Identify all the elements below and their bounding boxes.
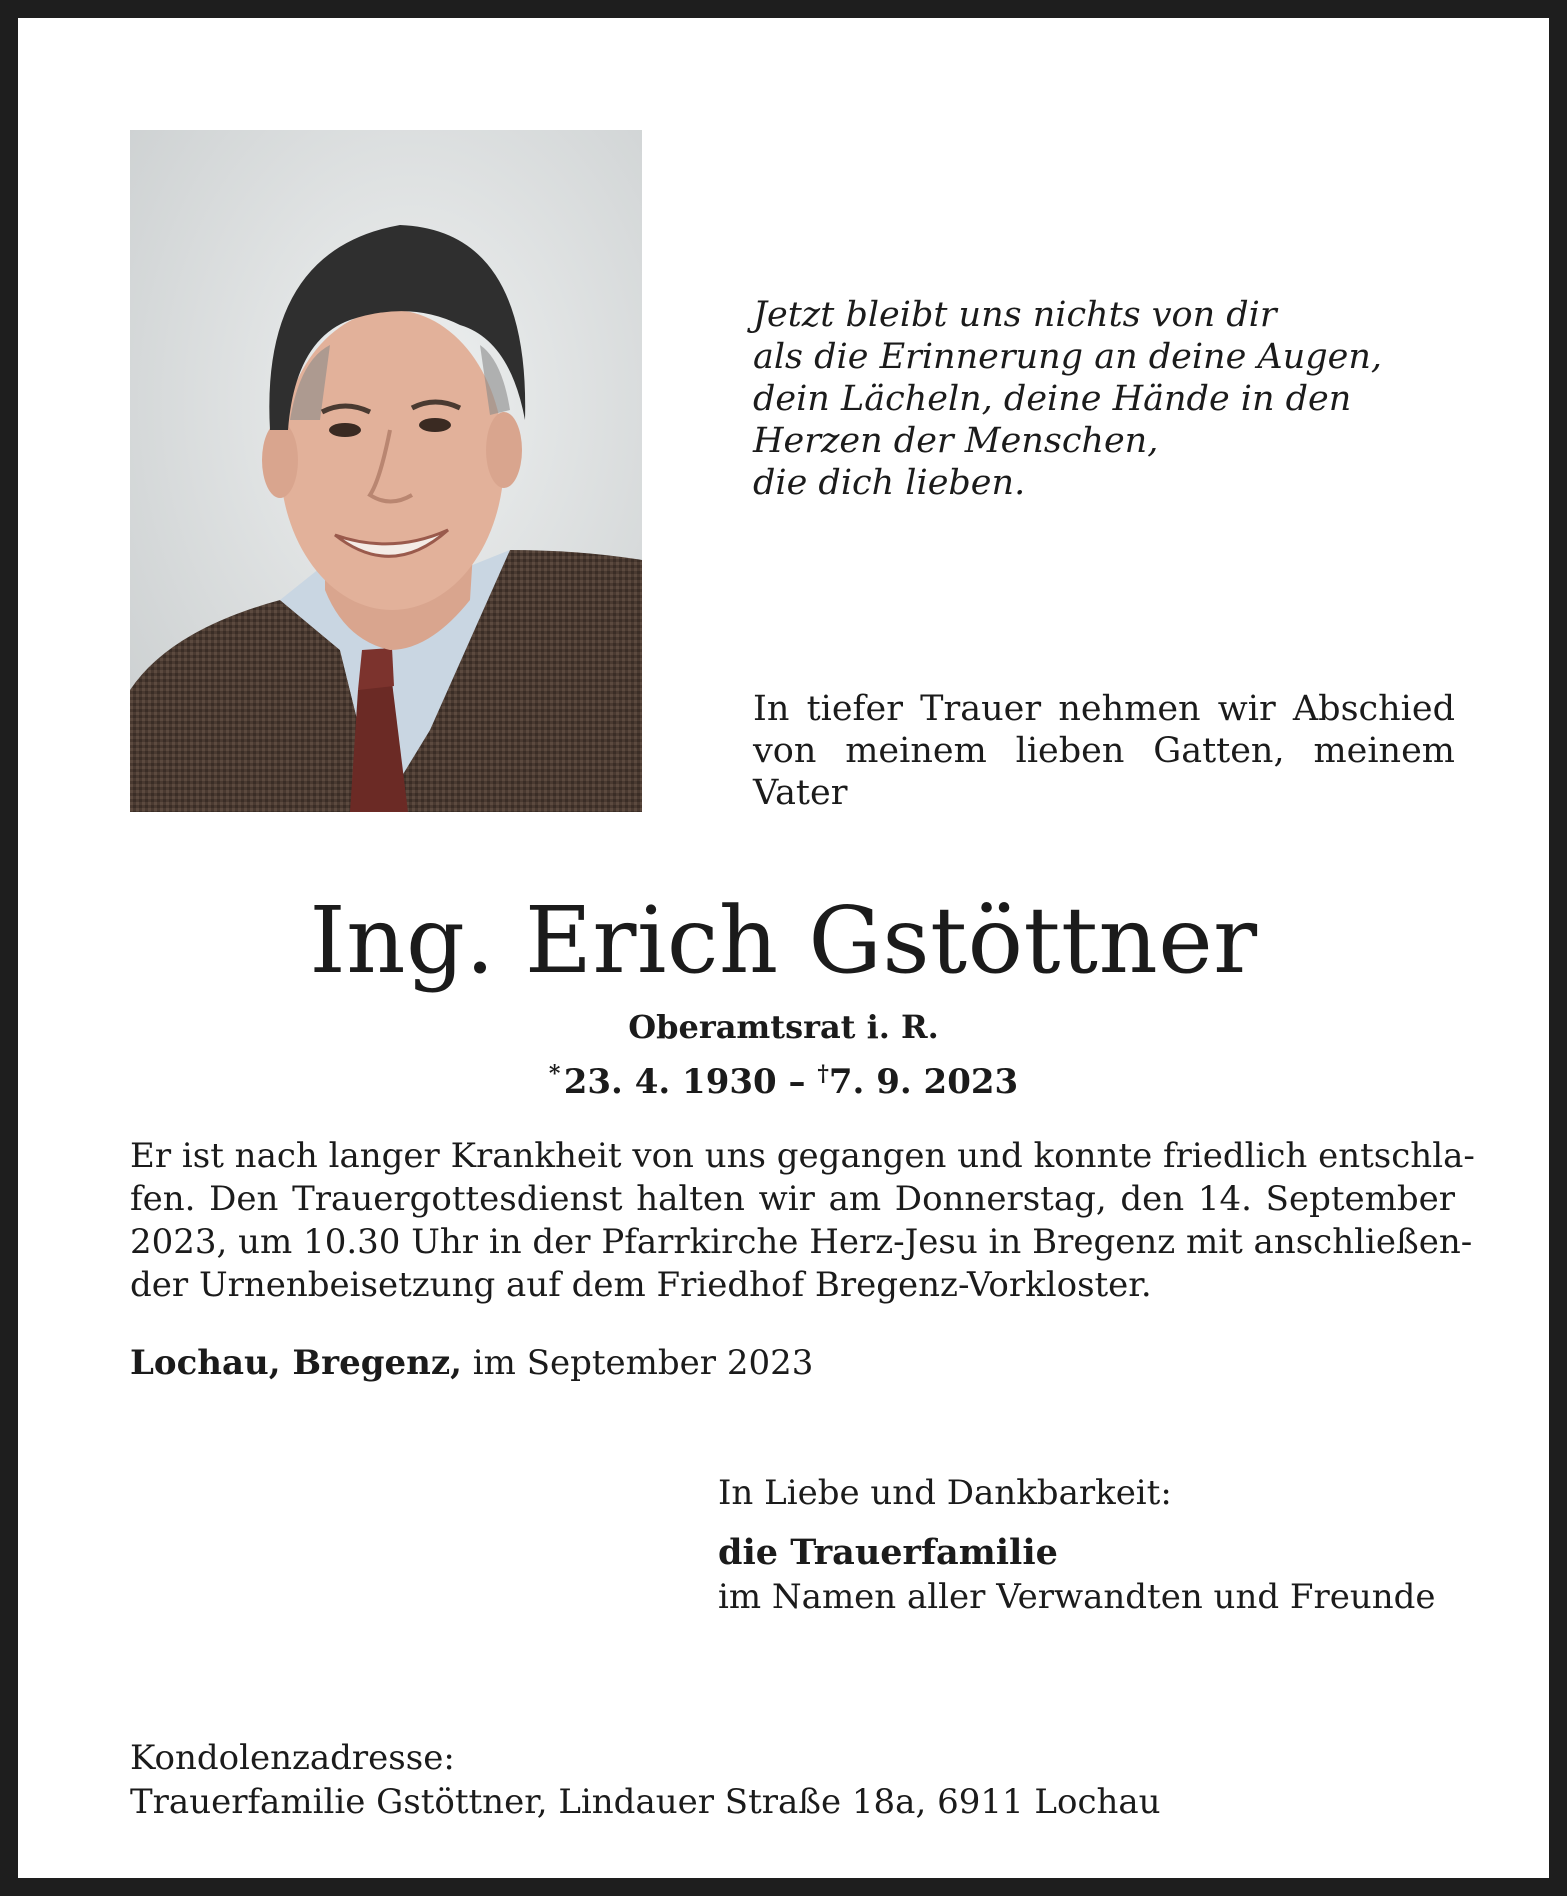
announcement-line: fen. Den Trauergottesdienst halten wir am Donnerstag, den 14. September <box>130 1179 1455 1219</box>
condolence-label: Kondolenzadresse: <box>130 1738 455 1778</box>
condolence-address: Trauerfamilie Gstöttner, Lindauer Straße 18a, 6911 Lochau <box>130 1782 1161 1822</box>
birth-date: 23. 4. 1930 <box>563 1062 777 1102</box>
intro-line: von meinem lieben Gatten, meinem <box>753 731 1455 771</box>
poem-line: Jetzt bleibt uns nichts von dir <box>753 295 1277 335</box>
signature-block <box>718 1471 1436 1619</box>
condolence-block <box>130 1736 1161 1824</box>
intro-text <box>753 688 1455 814</box>
poem-line: dein Lächeln, deine Hände in den <box>753 379 1352 419</box>
announcement-line: 2023, um 10.30 Uhr in der Pfarrkirche Herz-Jesu in Bregenz mit anschließen- <box>130 1222 1473 1262</box>
date-dash: – <box>788 1062 806 1102</box>
birth-symbol: * <box>548 1061 561 1087</box>
intro-line: In tiefer Trauer nehmen wir Abschied <box>753 689 1455 729</box>
deceased-title: Oberamtsrat i. R. <box>628 1008 939 1046</box>
poem-line: die dich lieben. <box>753 463 1026 503</box>
death-symbol: † <box>817 1061 829 1087</box>
poem <box>753 294 1473 504</box>
deceased-name: Ing. Erich Gstöttner <box>309 887 1258 994</box>
place-names: Lochau, Bregenz, <box>130 1343 462 1383</box>
signature-family: die Trauerfamilie <box>718 1532 1058 1573</box>
signature-intro: In Liebe und Dankbarkeit: <box>718 1473 1172 1513</box>
portrait-photo <box>130 130 642 812</box>
intro-line: Vater <box>753 773 848 813</box>
announcement-text <box>130 1135 1475 1307</box>
signature-relatives: im Namen aller Verwandten und Freunde <box>718 1577 1436 1617</box>
death-date: 7. 9. 2023 <box>828 1062 1019 1102</box>
announcement-line: der Urnenbeisetzung auf dem Friedhof Bregenz-Vorkloster. <box>130 1265 1152 1305</box>
place-month: im September 2023 <box>461 1343 814 1383</box>
poem-line: Herzen der Menschen, <box>753 421 1159 461</box>
life-dates <box>18 1052 1549 1104</box>
announcement-line: Er ist nach langer Krankheit von uns gegangen und konnte friedlich entschla- <box>130 1136 1475 1176</box>
poem-line: als die Erinnerung an deine Augen, <box>753 337 1383 377</box>
place-date <box>130 1341 813 1385</box>
